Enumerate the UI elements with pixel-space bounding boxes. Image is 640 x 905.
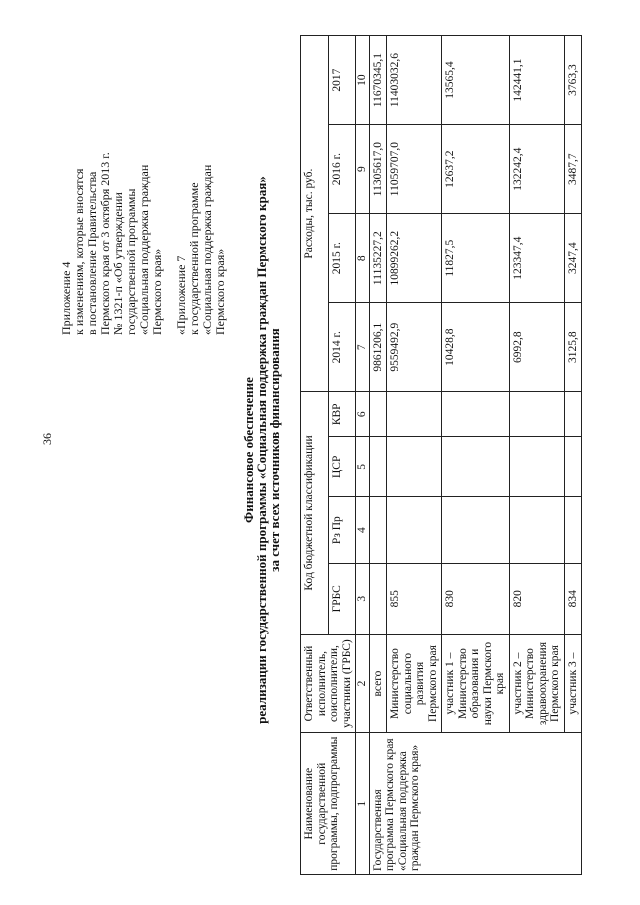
csr-cell	[369, 437, 387, 497]
header-2015: 2015 г.	[328, 214, 356, 303]
header-grbs: ГРБС	[328, 563, 356, 634]
page-number: 36	[40, 433, 54, 445]
appendix-line: государственной программы	[124, 188, 138, 335]
header-2014: 2014 г.	[328, 303, 356, 392]
column-number: 10	[356, 36, 370, 125]
amount-2017-cell: 3763,3	[564, 36, 582, 125]
header-expenses: Расходы, тыс. руб.	[301, 36, 329, 392]
column-number: 7	[356, 303, 370, 392]
amount-2016-cell: 11305617,0	[369, 125, 387, 214]
header-rzpr: Рз Пр	[328, 497, 356, 564]
column-number: 1	[356, 733, 370, 875]
header-name: Наименование государственной программы, подпрограммы	[301, 733, 356, 875]
header-2017: 2017	[328, 36, 356, 125]
appendix-line: Пермского края»	[213, 248, 227, 335]
rzpr-cell	[387, 497, 442, 564]
amount-2014-cell: 6992,8	[509, 303, 564, 392]
appendix-line: «Социальная поддержка граждан	[200, 164, 214, 335]
column-number: 4	[356, 497, 370, 564]
amount-2017-cell: 11670345,1	[369, 36, 387, 125]
column-number: 3	[356, 563, 370, 634]
executor-cell: участник 3 –	[564, 634, 582, 733]
grbs-cell: 830	[442, 563, 510, 634]
kvr-cell	[564, 392, 582, 437]
appendix-line: «Социальная поддержка граждан	[137, 164, 151, 335]
appendix-line: Пермского края»	[150, 248, 164, 335]
column-number: 5	[356, 437, 370, 497]
appendix-line: к государственной программе	[187, 182, 201, 335]
amount-2015-cell: 123347,4	[509, 214, 564, 303]
column-number-row	[356, 36, 370, 875]
grbs-cell: 834	[564, 563, 582, 634]
header-budget-code: Код бюджетной классификации	[301, 392, 329, 634]
executor-cell: участник 1 – Министерство образования и науки Пермского края	[442, 634, 510, 733]
csr-cell	[387, 437, 442, 497]
amount-2016-cell: 12637,2	[442, 125, 510, 214]
appendix-line: «Приложение 7	[174, 255, 188, 335]
amount-2015-cell: 11135227,2	[369, 214, 387, 303]
appendix-line: к изменениям, которые вносятся	[72, 168, 86, 335]
column-number: 6	[356, 392, 370, 437]
grbs-cell	[369, 563, 387, 634]
column-number: 9	[356, 125, 370, 214]
amount-2014-cell: 9861206,1	[369, 303, 387, 392]
amount-2017-cell: 13565,4	[442, 36, 510, 125]
executor-cell: всего	[369, 634, 387, 733]
executor-cell: Министерство социального развития Пермского края	[387, 634, 442, 733]
header-2016: 2016 г.	[328, 125, 356, 214]
rzpr-cell	[509, 497, 564, 564]
amount-2017-cell: 142441,1	[509, 36, 564, 125]
kvr-cell	[369, 392, 387, 437]
title-line: за счет всех источников финансирования	[267, 328, 282, 572]
executor-cell: участник 2 – Министерство здравоохранения Пермского края	[509, 634, 564, 733]
csr-cell	[509, 437, 564, 497]
table-row	[369, 36, 387, 875]
program-name-cell: Государственная программа Пермского края «Социальная поддержка граждан Пермского края»	[369, 733, 582, 875]
appendix-line: Приложение 4	[59, 261, 73, 335]
column-number: 8	[356, 214, 370, 303]
financing-table	[300, 35, 582, 875]
amount-2015-cell: 3247,4	[564, 214, 582, 303]
header-row	[301, 36, 329, 875]
rzpr-cell	[369, 497, 387, 564]
amount-2016-cell: 132242,4	[509, 125, 564, 214]
grbs-cell: 820	[509, 563, 564, 634]
csr-cell	[442, 437, 510, 497]
amount-2017-cell: 11403032,6	[387, 36, 442, 125]
amount-2016-cell: 3487,7	[564, 125, 582, 214]
appendix-line: в постановление Правительства	[85, 171, 99, 335]
column-number: 2	[356, 634, 370, 733]
header-csr: ЦСР	[328, 437, 356, 497]
rzpr-cell	[442, 497, 510, 564]
appendix-line: Пермского края от 3 октября 2013 г.	[98, 152, 112, 335]
kvr-cell	[442, 392, 510, 437]
amount-2014-cell: 3125,8	[564, 303, 582, 392]
header-executor: Ответственный исполнитель, соисполнители, участники (ГРБС)	[301, 634, 356, 733]
appendix-line: № 1321-п «Об утверждении	[111, 192, 125, 335]
header-kvr: КВР	[328, 392, 356, 437]
amount-2014-cell: 10428,8	[442, 303, 510, 392]
title-line: реализации государственной программы «Социальная поддержка граждан Пермского края»	[254, 176, 269, 724]
amount-2014-cell: 9559492,9	[387, 303, 442, 392]
rzpr-cell	[564, 497, 582, 564]
grbs-cell: 855	[387, 563, 442, 634]
amount-2015-cell: 11827,5	[442, 214, 510, 303]
amount-2016-cell: 11059707,0	[387, 125, 442, 214]
csr-cell	[564, 437, 582, 497]
kvr-cell	[387, 392, 442, 437]
document-title	[242, 35, 281, 865]
title-line: Финансовое обеспечение	[241, 377, 256, 523]
appendix-block	[60, 45, 227, 335]
amount-2015-cell: 10899262,2	[387, 214, 442, 303]
kvr-cell	[509, 392, 564, 437]
